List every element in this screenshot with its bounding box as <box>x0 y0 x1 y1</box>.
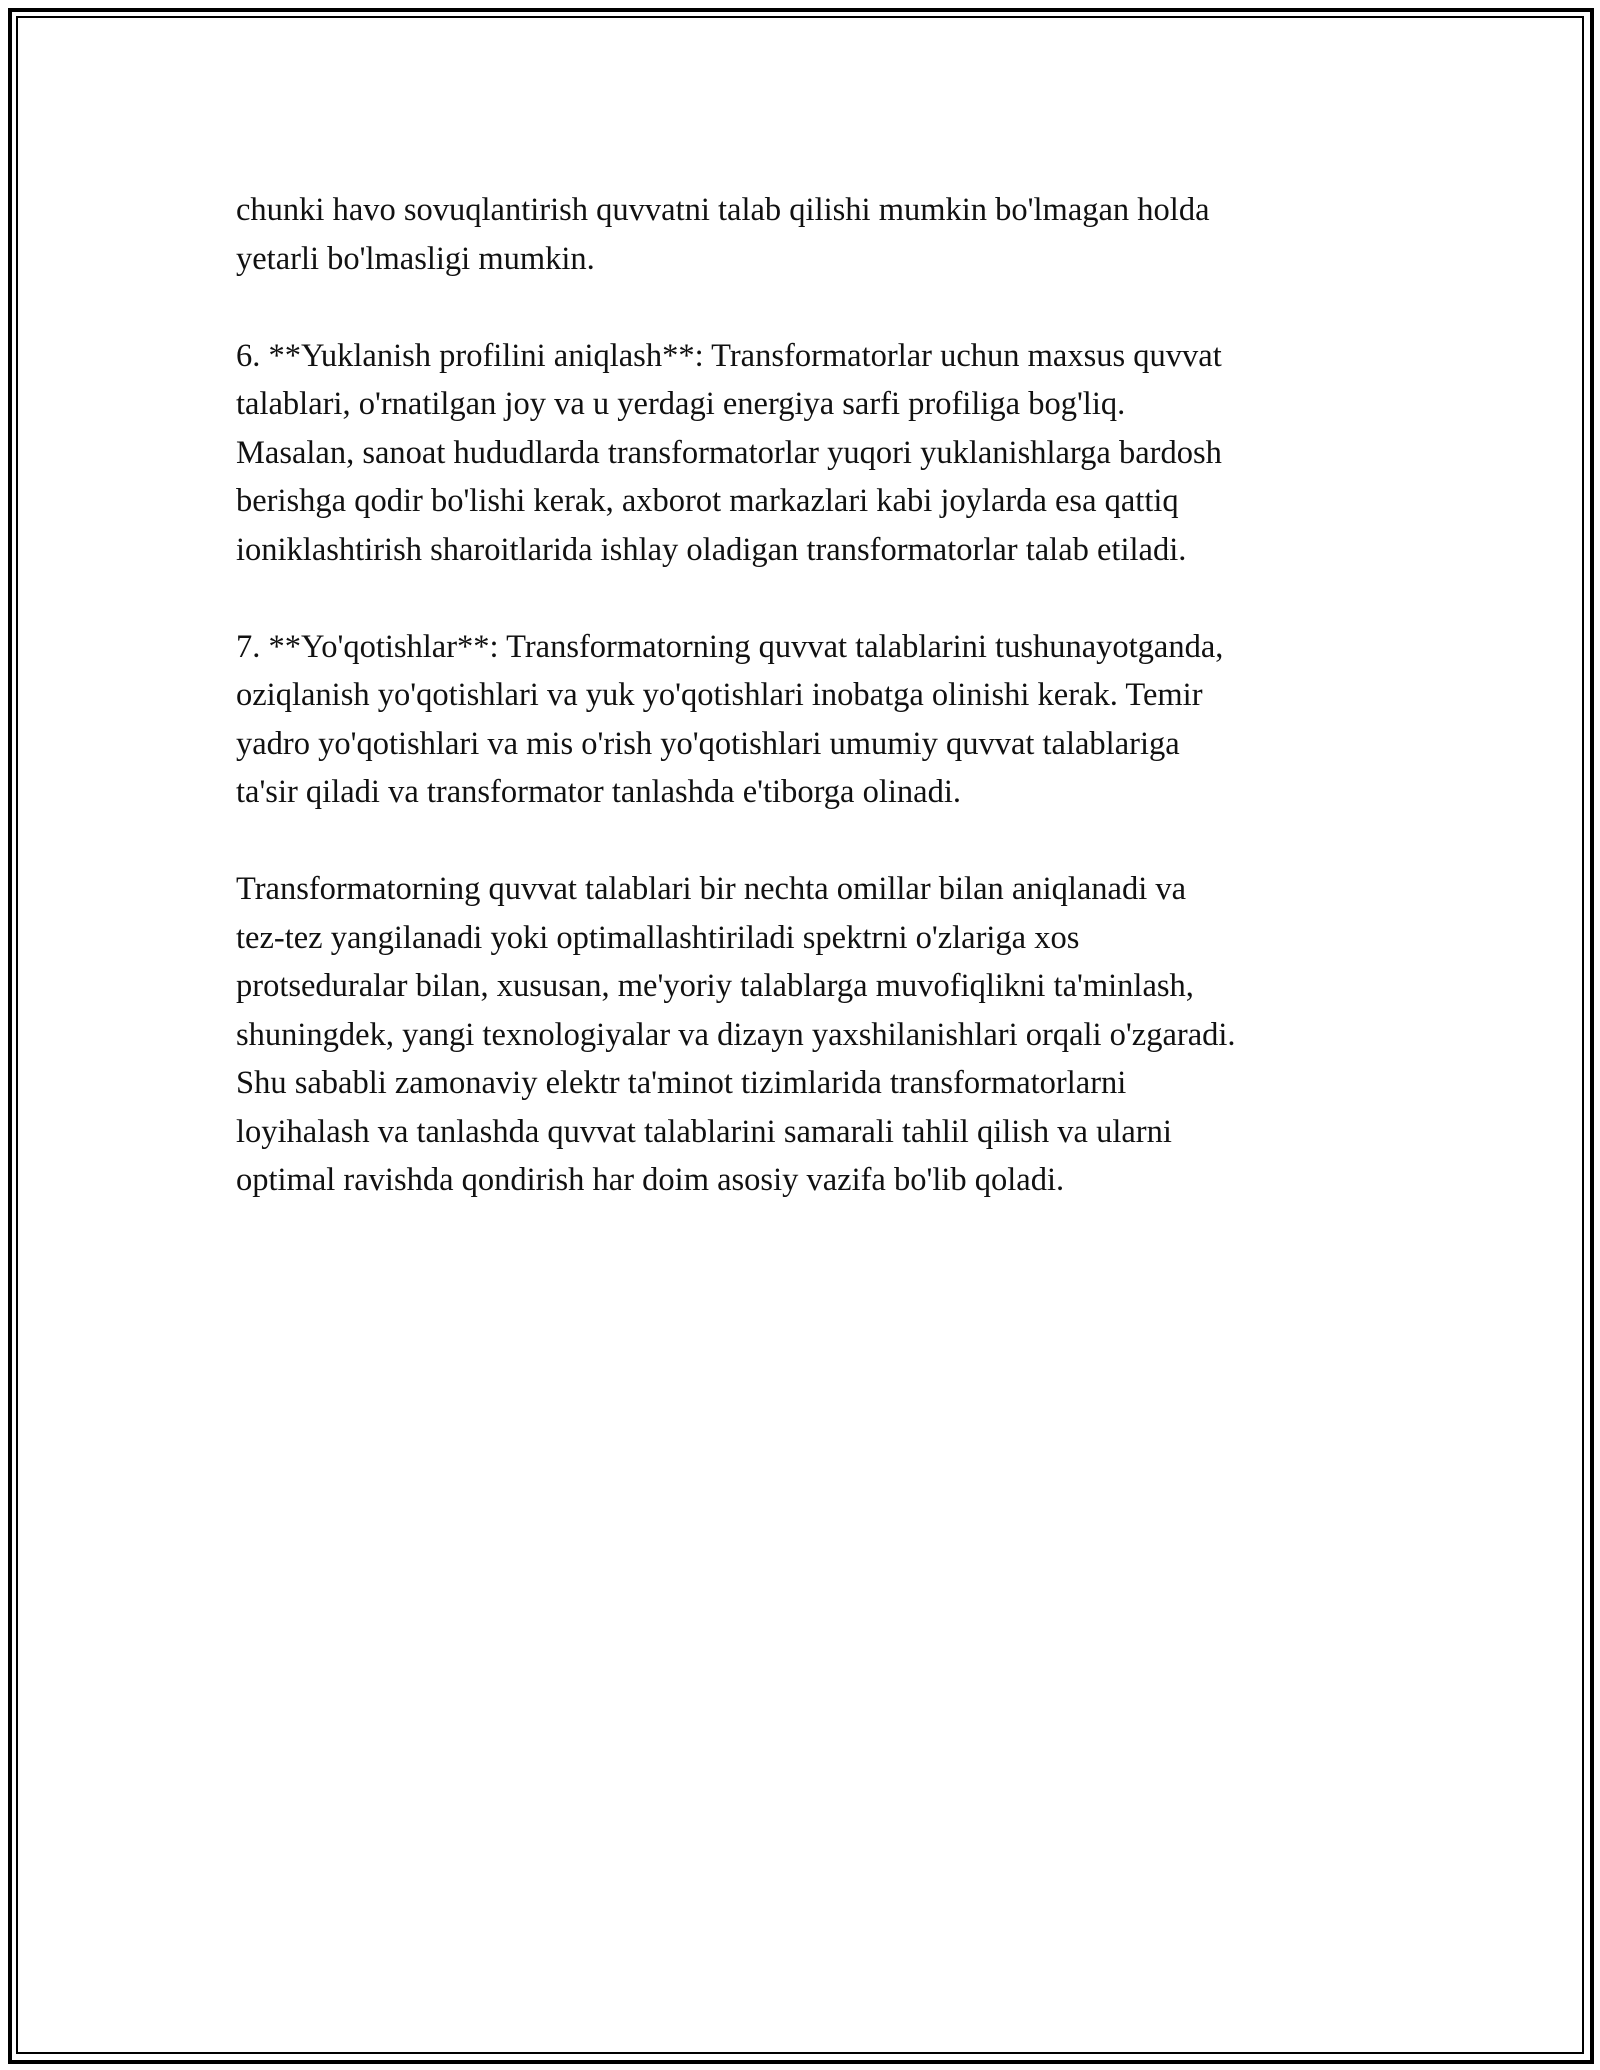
text-line: Transformatorning quvvat talablari bir nechta omillar bilan aniqlanadi va <box>236 871 1187 907</box>
text-line: Shu sababli zamonaviy elektr ta'minot tizimlarida transformatorlarni <box>236 1065 1127 1101</box>
text-line: Masalan, sanoat hududlarda transformatorlar yuqori yuklanishlarga bardosh <box>236 434 1222 471</box>
document-body <box>236 186 1386 1253</box>
paragraph-losses <box>236 623 1386 817</box>
text-line: talablari, o'rnatilgan joy va u yerdagi energiya sarfi profiliga bog'liq. <box>236 386 1126 422</box>
text-line: 7. **Yo'qotishlar**: Transformatorning quvvat talablarini tushunayotganda, <box>236 628 1224 665</box>
text-line: protseduralar bilan, xususan, me'yoriy talablarga muvofiqlikni ta'minlash, <box>236 968 1194 1004</box>
text-line: ioniklashtirish sharoitlarida ishlay oladigan transformatorlar talab etiladi. <box>236 531 1187 568</box>
paragraph-conclusion <box>236 865 1386 1205</box>
text-line: 6. **Yuklanish profilini aniqlash**: Transformatorlar uchun maxsus quvvat <box>236 337 1222 374</box>
text-line: chunki havo sovuqlantirish quvvatni talab qilishi mumkin bo'lmagan holda <box>236 192 1210 228</box>
text-line: oziqlanish yo'qotishlari va yuk yo'qotishlari inobatga olinishi kerak. Temir <box>236 677 1203 713</box>
paragraph-cooling-continuation <box>236 186 1386 283</box>
text-line: ta'sir qiladi va transformator tanlashda e'tiborga olinadi. <box>236 774 961 810</box>
text-line: optimal ravishda qondirish har doim asosiy vazifa bo'lib qoladi. <box>236 1162 1065 1198</box>
text-line: shuningdek, yangi texnologiyalar va dizayn yaxshilanishlari orqali o'zgaradi. <box>236 1016 1236 1053</box>
text-line: loyihalash va tanlashda quvvat talablarini samarali tahlil qilish va ularni <box>236 1113 1172 1150</box>
paragraph-load-profile <box>236 332 1386 575</box>
text-line: yetarli bo'lmasligi mumkin. <box>236 240 595 277</box>
text-line: tez-tez yangilanadi yoki optimallashtiriladi spektrni o'zlariga xos <box>236 919 1080 956</box>
text-line: yadro yo'qotishlari va mis o'rish yo'qotishlari umumiy quvvat talablariga <box>236 725 1180 762</box>
text-line: berishga qodir bo'lishi kerak, axborot markazlari kabi joylarda esa qattiq <box>236 483 1179 519</box>
